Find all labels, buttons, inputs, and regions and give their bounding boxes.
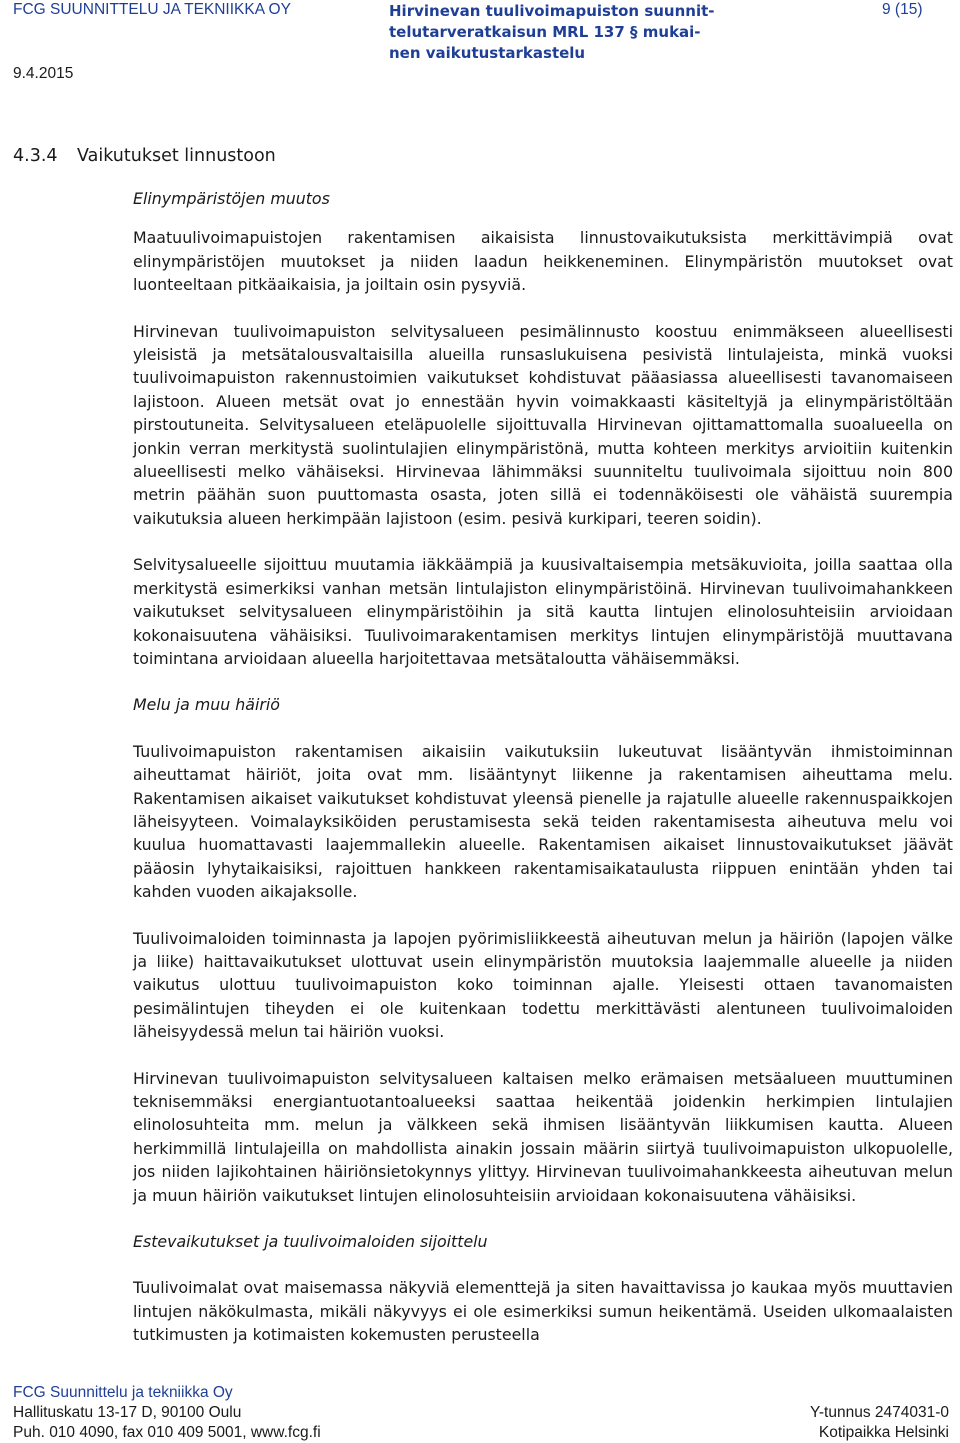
paragraph: Hirvinevan tuulivoimapuiston selvitysalueen kaltaisen melko erämaisen metsäalueen muuttuminen teknisemmäksi energiantuotantoalueeksi saattaa heikentää joidenkin herkimpien lintulajien elinolosuhteita mm. melun ja välkkeen sekä ihmisen lisääntyvän liikkumisen kautta. Alueen herkimmillä lintulajeilla on mahdollista ainakin jossain määrin siirtyä tuulivoimapuiston ulkopuolelle, jos niiden lajikohtainen häiriönsietokynnys ylittyy. Hirvinevan tuulivoimahankkeesta aiheutuvan melun ja muun häiriön vaikutukset lintujen elinolosuhteisiin arvioidaan kokonaisuutena vähäisiksi. [133,1068,953,1205]
section-title: Vaikutukset linnustoon [77,146,276,166]
paragraph: Tuulivoimapuiston rakentamisen aikaisiin vaikutuksiin lukeutuvat lisääntyvän ihmistoiminnan aiheuttamat häiriöt, joita ovat mm. lisääntynyt liikenne ja rakentamisen aiheuttama melu. Rakentamisen aikaiset vaikutukset kohdistuvat yleensä pienelle ja rajatulle alueelle rakennuspaikkojen läheisyyteen. Voimalayksiköiden perustamisesta sekä teiden rakentamisesta aiheutuva melu voi kuulua huomattavasti laajemmallekin alueelle. Rakentamisen aikaiset linnustovaikutukset jäävät pääosin lyhytaikaisiksi, rajoittuen hankkeen rakentamisaikataulusta riippuen enintään yhden tai kahden vuoden aikajaksolle. [133,741,953,902]
paragraph: Tuulivoimaloiden toiminnasta ja lapojen pyörimisliikkeestä aiheutuvan melun ja häiriön (lapojen välke ja liike) haittavaikutukset ulottuvat usein elinympäristön muutoksia laajemmalle alueelle ja niiden vaikutus ulottuu tuulivoimapuiston koko toiminnan ajalle. Yleisesti ottaen tavanomaisten pesimälintujen tiheyden ei ole kuitenkaan todettu merkittävästi alentuneen tuulivoimaloiden läheisyydessä melun tai häiriön vuoksi. [133,928,953,1042]
footer-company: FCG Suunnittelu ja tekniikka Oy [13,1384,233,1401]
header-document-title [389,1,729,64]
paragraph: Selvitysalueelle sijoittuu muutamia iäkkäämpiä ja kuusivaltaisempia metsäkuvioita, joilla saattaa olla merkitystä esimerkiksi vanhan metsän lintulajiston elinympäristöinä. Hirvinevan tuulivoimahankkeen vaikutukset selvitysalueen elinympäristöihin ja sitä kautta lintujen elinolosuhteisiin arvioidaan kokonaisuutena vähäisiksi. Tuulivoimarakentamisen merkitys lintujen elinympäristöjä muuttavana toimintana arvioidaan alueella harjoitettavaa metsätaloutta vähäisemmäksi. [133,555,953,668]
footer-address: Hallituskatu 13-17 D, 90100 Oulu [13,1404,242,1421]
header-company: FCG SUUNNITTELU JA TEKNIIKKA OY [13,1,291,18]
header-title-line: telutarveratkaisun MRL 137 § mukai- [389,23,701,41]
footer-row [13,1423,949,1443]
paragraph: Tuulivoimalat ovat maisemassa näkyviä elementtejä ja siten havaittavissa jo kaukaa myös muuttavien lintujen näkökulmasta, mikäli näkyvyys ei ole esimerkiksi sumun heikentämä. Useiden ulkomaalaisten tutkimusten ja kotimaisten kokemusten perusteella [133,1278,953,1345]
paragraph: Maatuulivoimapuistojen rakentamisen aikaisista linnustovaikutuksista merkittävimpiä ovat elinympäristöjen muutokset ja niiden laadun heikkeneminen. Elinympäristön muutokset ovat luonteeltaan pitkäaikaisia, ja joiltain osin pysyviä. [133,228,953,295]
paragraph: Hirvinevan tuulivoimapuiston selvitysalueen pesimälinnusto koostuu enimmäkseen alueellisesti yleisistä ja metsätalousvaltaisilla alueilla runsaslukuisena pesivistä lintulajeista, minkä vuoksi tuulivoimapuiston rakennustoimien vaikutukset kohdistuvat pääasiassa alueellisesti tavanomaiseen lajistoon. Alueen metsät ovat jo ennestään hyvin voimakkaasti käsiteltyjä ja elinympäristöltään pirstoutuneita. Selvitysalueen eteläpuolelle sijoittuvalla Hirvinevan ojittamattomalla suoalueella on jonkin verran merkitystä suolintulajien elinympäristönä, mutta kohteen merkitys arvioitiin kuitenkin alueellisesti melko vähäiseksi. Hirvinevaa lähimmäksi suunniteltu tuulivoimala sijoittuu noin 800 metrin päähän suon puuttomasta osasta, joten sillä ei todennäköisesti ole vähäistä suurempia vaikutuksia alueen herkimpään lajistoon (esim. pesivä kurkipari, teeren soidin). [133,321,953,528]
subheading-habitat-change: Elinympäristöjen muutos [133,189,330,208]
page-footer [13,1383,949,1443]
subheading-barrier-effects: Estevaikutukset ja tuulivoimaloiden sijoittelu [133,1232,488,1252]
subheading-noise: Melu ja muu häiriö [133,695,280,715]
footer-contact: Puh. 010 4090, fax 010 409 5001, www.fcg.fi [13,1424,321,1441]
header-title-line: nen vaikutustarkastelu [389,44,586,62]
body-content [133,187,953,1347]
header-page-number: 9 (15) [882,1,923,18]
footer-domicile: Kotipaikka Helsinki [818,1424,949,1441]
section-number: 4.3.4 [13,146,58,166]
section-heading [13,146,276,166]
footer-business-id: Y-tunnus 2474031-0 [809,1404,949,1421]
header-date: 9.4.2015 [13,65,74,82]
header-title-line: Hirvinevan tuulivoimapuiston suunnit- [389,2,715,20]
footer-row [13,1403,949,1423]
